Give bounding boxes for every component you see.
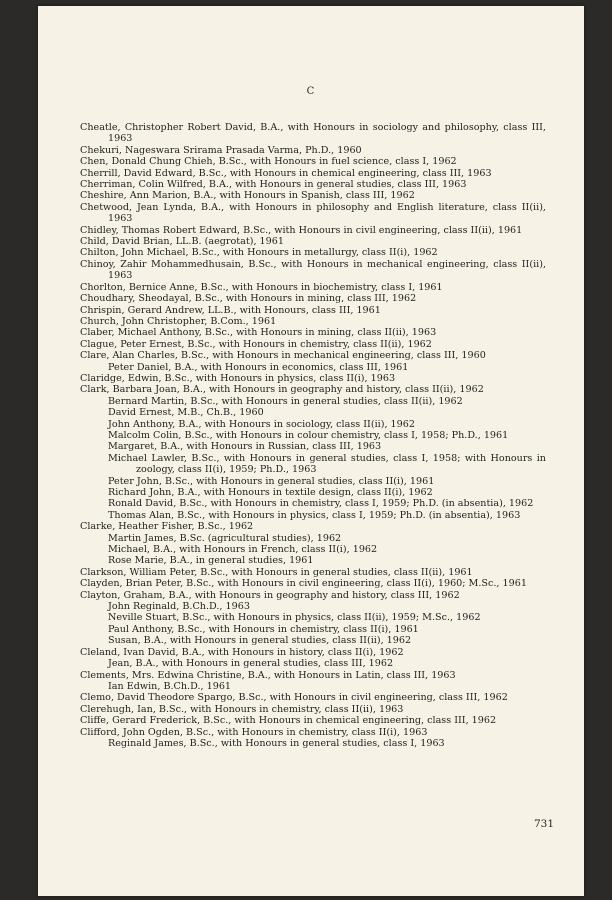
- list-entry: John Reginald, B.Ch.D., 1963: [108, 601, 250, 613]
- list-entry: Peter John, B.Sc., with Honours in general studies, class II(i), 1961: [108, 475, 435, 487]
- list-entry: Cherrill, David Edward, B.Sc., with Honours in chemical engineering, class III, 1963: [80, 167, 492, 179]
- list-entry: Clarkson, William Peter, B.Sc., with Honours in general studies, class II(ii), 1961: [80, 566, 473, 578]
- list-entry: Malcolm Colin, B.Sc., with Honours in colour chemistry, class I, 1958; Ph.D., 1961: [108, 429, 509, 441]
- list-entry: Church, John Christopher, B.Com., 1961: [80, 315, 277, 327]
- list-entry: Claridge, Edwin, B.Sc., with Honours in physics, class II(i), 1963: [80, 372, 396, 384]
- list-entry: Chidley, Thomas Robert Edward, B.Sc., with Honours in civil engineering, class II(ii), 1961: [80, 224, 523, 236]
- document-page: [38, 6, 584, 896]
- list-entry: Richard John, B.A., with Honours in textile design, class II(i), 1962: [108, 487, 433, 498]
- list-entry: Clarke, Heather Fisher, B.Sc., 1962: [80, 521, 254, 533]
- list-entry: Claber, Michael Anthony, B.Sc., with Honours in mining, class II(ii), 1963: [80, 327, 437, 339]
- list-entry: Clemo, David Theodore Spargo, B.Sc., with Honours in civil engineering, class III, 1962: [80, 692, 508, 704]
- list-entry: Cherriman, Colin Wilfred, B.A., with Honours in general studies, class III, 1963: [80, 179, 467, 191]
- list-entry: Clements, Mrs. Edwina Christine, B.A., with Honours in Latin, class III, 1963: [80, 669, 456, 681]
- list-entry: Chorlton, Bernice Anne, B.Sc., with Honours in biochemistry, class I, 1961: [80, 281, 443, 293]
- page-number: 731: [533, 818, 554, 830]
- list-entry: David Ernest, M.B., Ch.B., 1960: [108, 407, 264, 419]
- list-entry: Jean, B.A., with Honours in general studies, class III, 1962: [108, 658, 394, 670]
- list-entry: Chinoy, Zahir Mohammedhusain, B.Sc., with Honours in mechanical engineering, class II(ii), 1963: [80, 258, 546, 282]
- list-entry: Child, David Brian, LL.B. (aegrotat), 1961: [80, 236, 284, 248]
- list-entry: Ian Edwin, B.Ch.D., 1961: [108, 680, 232, 692]
- list-entry: Thomas Alan, B.Sc., with Honours in physics, class I, 1959; Ph.D. (in absentia), 1963: [108, 509, 521, 521]
- list-entry: Bernard Martin, B.Sc., with Honours in general studies, class II(ii), 1962: [108, 395, 463, 407]
- list-entry: Clague, Peter Ernest, B.Sc., with Honours in chemistry, class II(ii), 1962: [80, 338, 432, 350]
- list-entry: Martin James, B.Sc. (agricultural studies), 1962: [108, 532, 342, 544]
- list-entry: Reginald James, B.Sc., with Honours in general studies, class I, 1963: [108, 737, 445, 749]
- list-entry: Clayton, Graham, B.A., with Honours in geography and history, class III, 1962: [80, 589, 460, 601]
- list-entry: Clifford, John Ogden, B.Sc., with Honours in chemistry, class II(i), 1963: [80, 726, 428, 738]
- list-entry: Chetwood, Jean Lynda, B.A., with Honours in philosophy and English literature, class II(ii), 1963: [80, 201, 546, 225]
- section-letter: C: [306, 86, 316, 97]
- list-entry: Chrispin, Gerard Andrew, LL.B., with Honours, class III, 1961: [80, 304, 381, 316]
- list-entry: Peter Daniel, B.A., with Honours in economics, class III, 1961: [108, 361, 409, 373]
- list-entry: Clare, Alan Charles, B.Sc., with Honours in mechanical engineering, class III, 1960: [80, 350, 486, 362]
- list-entry: Chilton, John Michael, B.Sc., with Honours in metallurgy, class II(i), 1962: [80, 247, 438, 259]
- list-entry: Rose Marie, B.A., in general studies, 1961: [108, 555, 314, 567]
- list-entry: Cliffe, Gerard Frederick, B.Sc., with Honours in chemical engineering, class III, 1962: [80, 715, 497, 727]
- list-entry: Chekuri, Nageswara Srirama Prasada Varma, Ph.D., 1960: [80, 144, 362, 156]
- list-entry: Neville Stuart, B.Sc., with Honours in physics, class II(ii), 1959; M.Sc., 1962: [108, 612, 481, 624]
- list-entry: Michael, B.A., with Honours in French, class II(i), 1962: [108, 544, 378, 556]
- list-entry: Cheshire, Ann Marion, B.A., with Honours in Spanish, class III, 1962: [80, 190, 415, 202]
- list-entry: John Anthony, B.A., with Honours in sociology, class II(ii), 1962: [108, 418, 415, 430]
- list-entry: Clerehugh, Ian, B.Sc., with Honours in chemistry, class II(ii), 1963: [80, 703, 404, 715]
- list-entry: Chen, Donald Chung Chieh, B.Sc., with Honours in fuel science, class I, 1962: [80, 156, 457, 168]
- list-entry: Michael Lawler, B.Sc., with Honours in general studies, class I, 1958; with Honours in zoology, class II(i), 1959; Ph.D., 1963: [108, 452, 546, 476]
- list-entry: Choudhary, Sheodayal, B.Sc., with Honours in mining, class III, 1962: [80, 293, 417, 305]
- list-entry: Clayden, Brian Peter, B.Sc., with Honours in civil engineering, class II(i), 1960; M.Sc., 1961: [80, 578, 527, 590]
- list-entry: Margaret, B.A., with Honours in Russian, class III, 1963: [108, 441, 382, 453]
- list-entry: Susan, B.A., with Honours in general studies, class II(ii), 1962: [108, 635, 412, 647]
- list-entry: Cheatle, Christopher Robert David, B.A., with Honours in sociology and philosophy, class III, 1963: [80, 122, 546, 145]
- list-entry: Cleland, Ivan David, B.A., with Honours in history, class II(i), 1962: [80, 646, 404, 658]
- graduate-list: [80, 122, 546, 749]
- list-entry: Paul Anthony, B.Sc., with Honours in chemistry, class II(i), 1961: [108, 623, 419, 635]
- list-entry: Clark, Barbara Joan, B.A., with Honours in geography and history, class II(ii), 1962: [80, 384, 484, 396]
- list-entry: Ronald David, B.Sc., with Honours in chemistry, class I, 1959; Ph.D. (in absentia), 1962: [108, 498, 534, 510]
